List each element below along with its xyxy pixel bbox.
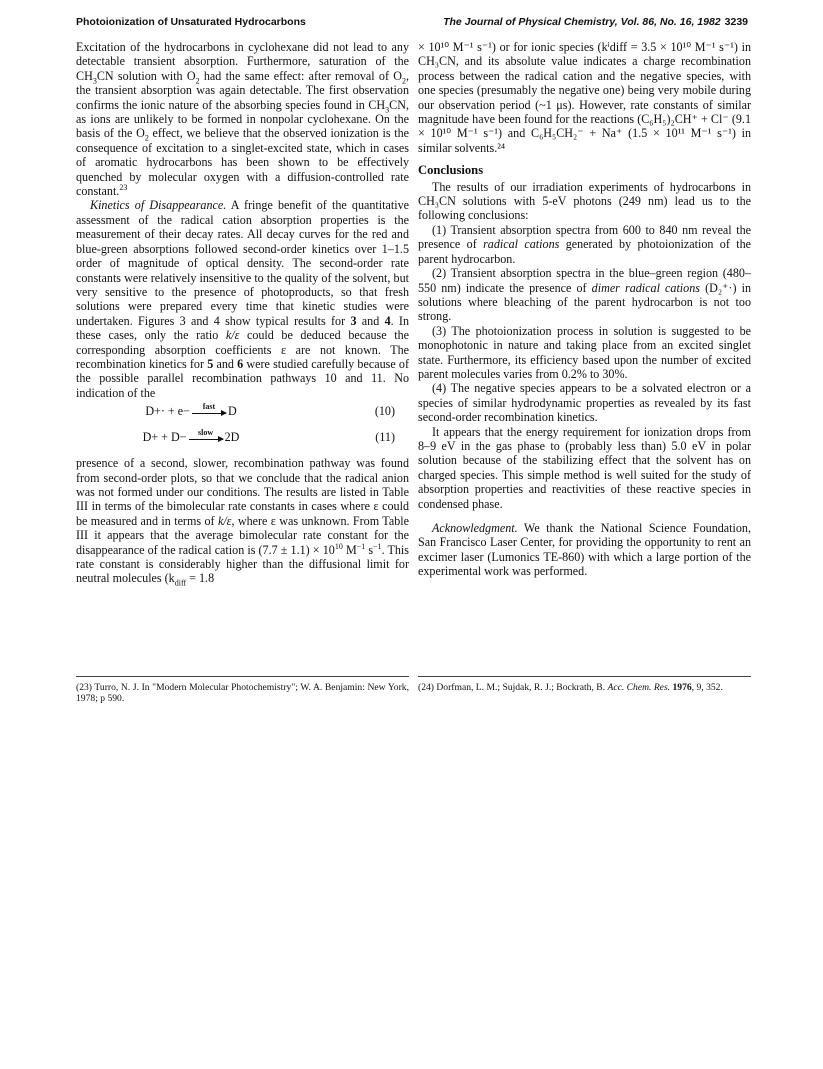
equation-11: D+ + D− slow 2D (11) [142,427,395,445]
acknowledgment: Acknowledgment. We thank the National Science Foundation, San Francisco Laser Center, for providing the opportunity to rent an excimer laser (Lumonics TE-860) with which a large portion of the experimental work was performed. [418,521,751,579]
conclusion-summary: It appears that the energy requirement for ionization drops from 8–9 eV in the gas phase to (probably less than) 5.0 eV in polar solution because of the stabilizing effect that the solvent has on charged species. This simple method is well suited for the study of absorption properties and reactivities of these reactive species in condensed phase. [418,424,751,511]
conclusion-3: (3) The photoionization process in solution is suggested to be monophotonic in nature and taking place from an excited singlet state. Furthermore, its efficiency based upon the number of excited parent molecules varies from 0.2% to 30%. [418,323,751,381]
footnote-rule-left [76,676,409,677]
paragraph-ionic-nature: Excitation of the hydrocarbons in cyclohexane did not lead to any detectable transient absorption. Furthermore, saturation of the $CH_3CN$ solution with $O_2$ had the same effect: after removal of $O_2$, the transient absorption was again detectable. The first observation confirms the ionic nature of the absorbing species found in $CH_3CN$, as ions are unlikely to be formed in nonpolar cyclohexane. On the basis of the $O_2$ effect, we believe that the observed ionization is the consequence of excitation to a singlet-excited state, which in cases of aromatic hydrocarbons has been shown to be effectively quenched by molecular oxygen with a diffusion-controlled rate constant.$^{23}$ [76,40,410,199]
equation-number: (11) [375,430,395,445]
footnote-rule-right [418,676,751,677]
conclusion-2: (2) Transient absorption spectra in the blue–green region (480–550 nm) indicate the presence of dimer radical cations (D₂⁺·) in solutions where bleaching of the parent hydrocarbon is not too strong. [418,266,751,324]
reaction-arrow-icon: fast [192,411,226,414]
conclusion-1: (1) Transient absorption spectra from 600 to 840 nm reveal the presence of radical cations generated by photoionization of the parent hydrocarbon. [418,222,751,266]
page-number: 3239 [724,16,748,28]
footnote-23: (23) Turro, N. J. In "Modern Molecular Photochemistry"; W. A. Benjamin: New York, 1978; p 590. [76,682,409,705]
left-column [76,40,409,586]
footnote-24: (24) Dorfman, L. M.; Sujdak, R. J.; Bockrath, B. Acc. Chem. Res. 1976, 9, 352. [418,682,723,693]
paragraph-charge-recombination: × 10¹⁰ M⁻¹ s⁻¹) or for ionic species (kⁱdiff = 3.5 × 10¹⁰ M⁻¹ s⁻¹) in CH₃CN, and its absolute value indicates a charge recombination process between the radical cation and the negative species, with one species (presumably the negative one) being very mobile during our observation period (~1 μs). However, rate constants of similar magnitude have been found for the reactions (C₆H₅)₂CH⁺ + Cl⁻ (9.1 × 10¹⁰ M⁻¹ s⁻¹) and C₆H₅CH₂⁻ + Na⁺ (1.5 × 10¹¹ M⁻¹ s⁻¹) in similar solvents.²⁴ [418,40,751,155]
equation-number: (10) [374,404,395,419]
journal-citation-header [443,16,748,28]
conclusion-4: (4) The negative species appears to be a solvated electron or a species of similar hydrodynamic properties as revealed by its fast second-order recombination kinetics. [418,381,751,425]
reaction-arrow-icon: slow [189,437,223,440]
equation-10: D+· + e− fast D (10) [145,401,395,419]
running-title: Photoionization of Unsaturated Hydrocarbons [76,16,306,28]
conclusions-intro: The results of our irradiation experiments of hydrocarbons in CH₃CN solutions with 5-eV photons (249 nm) lead us to the following conclusions: [418,179,751,223]
journal-citation: The Journal of Physical Chemistry, Vol. 86, No. 16, 1982 [443,16,721,28]
paragraph-rate-constants: presence of a second, slower, recombination pathway was found from second-order plots, so that we conclude that the radical anion was not formed under our conditions. The results are listed in Table III in terms of the bimolecular rate constants in cases where ε could be measured and in terms of k/ε, where ε was unknown. From Table III it appears that the average bimolecular rate constant for the disappearance of the radical cation is $(7.7 \pm 1.1) \times 10^{10}$ $M^{-1}$ $s^{-1}$. This rate constant is considerably higher than the diffusional limit for neutral molecules ($k_{diff} = 1.8$ [76,456,409,588]
conclusions-heading: Conclusions [418,163,484,178]
acknowledgment-heading: Acknowledgment. [432,521,518,535]
right-column [418,40,751,579]
kinetics-heading: Kinetics of Disappearance. [90,198,227,213]
paragraph-kinetics: Kinetics of Disappearance. A fringe benefit of the quantitative assessment of the radical cation absorption properties is the measurement of their decay rates. All decay curves for the red and blue-green absorptions followed second-order kinetics over 1–1.5 order of magnitude of optical density. The second-order rate constants were relatively insensitive to the quality of the solvent, but very sensitive to the presence of photoproducts, so that fresh solutions were prepared every time that kinetic studies were undertaken. Figures 3 and 4 show typical results for 3 and 4. In these cases, only the ratio k/ε could be deduced because the corresponding absorption coefficients ε are not known. The recombination kinetics for 5 and 6 were studied carefully because of the possible parallel recombination pathways 10 and 11. No indication of the [76,198,410,400]
